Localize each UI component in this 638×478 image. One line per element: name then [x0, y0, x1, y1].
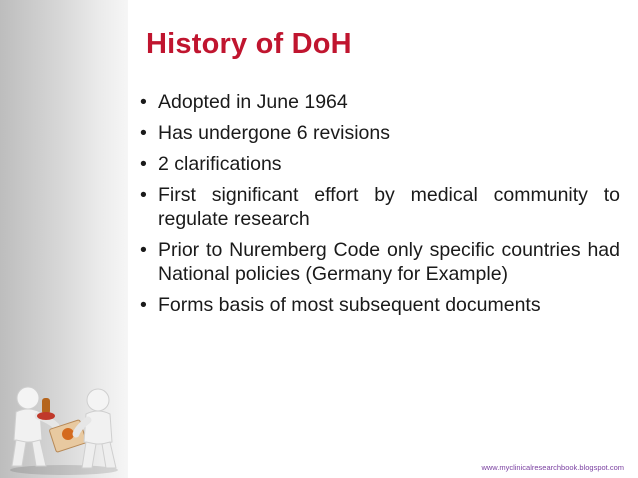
two-figures-stamp-icon: [2, 376, 126, 476]
bullet-item: • Has undergone 6 revisions: [140, 121, 620, 145]
bullet-item: • Prior to Nuremberg Code only specific countries had National policies (Germany for Example): [140, 238, 620, 286]
slide-title: History of DoH: [146, 28, 352, 60]
bullet-list: [140, 90, 620, 324]
bullet-item: • 2 clarifications: [140, 152, 620, 176]
bullet-item: • Forms basis of most subsequent documents: [140, 293, 620, 317]
bullet-item: • Adopted in June 1964: [140, 90, 620, 114]
bullet-item: • First significant effort by medical community to regulate research: [140, 183, 620, 231]
footer-url[interactable]: www.myclinicalresearchbook.blogspot.com: [481, 463, 624, 472]
